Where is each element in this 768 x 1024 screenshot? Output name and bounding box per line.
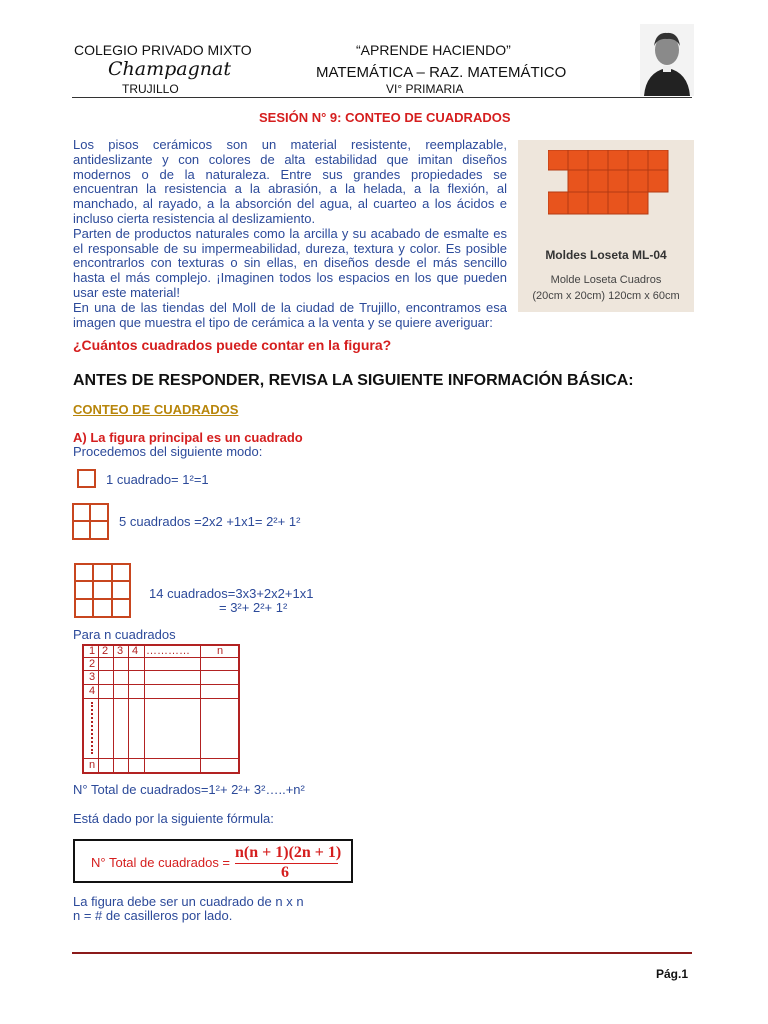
footer-line	[72, 952, 692, 954]
total-text: N° Total de cuadrados=1²+ 2²+ 3²…..+n²	[73, 782, 305, 797]
grid-1x1	[77, 469, 96, 488]
grade-label: VI° PRIMARIA	[386, 82, 464, 96]
grid-3x3-vline-1	[92, 563, 94, 618]
portrait-icon	[640, 24, 694, 96]
example-3-text-1: 14 cuadrados=3x3+2x2+1x1	[149, 586, 314, 601]
conclusion-line-2: n = # de casilleros por lado.	[73, 908, 233, 923]
n-table-top-label: 4	[132, 645, 139, 657]
product-image	[518, 140, 694, 312]
n-table-hline	[82, 758, 240, 759]
n-table-side-label: n	[89, 759, 96, 771]
n-table-side-label: 3	[89, 671, 96, 683]
procedure-text: Procedemos del siguiente modo:	[73, 444, 263, 459]
intro-text	[73, 138, 507, 330]
n-table-hline	[82, 698, 240, 699]
product-desc-1: Molde Loseta Cuadros	[550, 274, 662, 286]
example-2-text: 5 cuadrados =2x2 +1x1= 2²+ 1²	[119, 514, 301, 529]
product-title: Moldes Loseta ML-04	[545, 248, 667, 262]
grid-3x3-hline-1	[74, 580, 131, 582]
n-table-vline	[128, 644, 129, 774]
para-n-text: Para n cuadrados	[73, 627, 176, 642]
sub-heading-a: A) La figura principal es un cuadrado	[73, 430, 303, 445]
formula-intro: Está dado por la siguiente fórmula:	[73, 811, 274, 826]
formula-numerator: n(n + 1)(2n + 1)	[235, 844, 342, 861]
example-3-text-2: = 3²+ 2²+ 1²	[219, 600, 288, 615]
grid-2x2-hline	[72, 520, 109, 522]
conclusion-line-1: La figura debe ser un cuadrado de n x n	[73, 894, 304, 909]
n-table-top-label: 2	[102, 645, 109, 657]
n-table-top-label: 3	[117, 645, 124, 657]
tile-pattern	[548, 150, 672, 222]
n-table-vline	[113, 644, 114, 774]
n-table-vline	[144, 644, 145, 774]
school-label: COLEGIO PRIVADO MIXTO	[74, 42, 252, 58]
n-table-side-label: 4	[89, 685, 96, 697]
product-desc-2: (20cm x 20cm) 120cm x 60cm	[532, 290, 680, 302]
page-number: Pág.1	[656, 967, 689, 981]
session-title: SESIÓN N° 9: CONTEO DE CUADRADOS	[259, 110, 511, 125]
n-table-top-label: …………	[146, 645, 190, 657]
intro-paragraph-1: Los pisos cerámicos son un material resistente, reemplazable, antideslizante y con colores de alta estabilidad que imitan diseños modernos o de la naturaleza. Entre sus grandes propiedades se encuentran la resistencia a la abrasión, a la helada, a la flexión, al manchado, al rayado, a la absorción del agua, al cuarteo a los ácidos e incluso cierta resistencia al deslizamiento.	[73, 137, 507, 226]
intro-paragraph-2: Parten de productos naturales como la arcilla y su acabado de esmalte es el responsable de su impermeabilidad, dureza, textura y color. Es posible encontrarlos con texturas o sin ellas, en diseños desde el más sencillo hasta el más complejo. ¡Imaginen todos los espacios en los que pueden usar este material!	[73, 225, 507, 300]
formula-label: N° Total de cuadrados =	[91, 855, 234, 870]
header-underline	[72, 97, 692, 98]
n-table-hline	[82, 684, 240, 685]
n-table-hline	[82, 657, 240, 658]
grid-3x3-hline-2	[74, 598, 131, 600]
school-name: Champagnat	[108, 58, 231, 80]
example-1-text: 1 cuadrado= 1²=1	[106, 472, 209, 487]
n-table-vline	[98, 644, 99, 774]
question: ¿Cuántos cuadrados puede contar en la figura?	[73, 337, 392, 353]
grid-3x3	[74, 563, 131, 618]
formula-denominator: 6	[281, 864, 289, 881]
n-table	[82, 644, 240, 774]
n-table-hline	[82, 670, 240, 671]
n-table-top-label: n	[217, 645, 224, 657]
formula-box	[73, 839, 353, 883]
before-heading: ANTES DE RESPONDER, REVISA LA SIGUIENTE INFORMACIÓN BÁSICA:	[73, 372, 634, 389]
n-table-vertical-dots	[91, 702, 93, 754]
section-heading: CONTEO DE CUADRADOS	[73, 402, 239, 417]
motto: “APRENDE HACIENDO”	[356, 42, 511, 58]
city-label: TRUJILLO	[122, 82, 179, 96]
n-table-side-label: 2	[89, 658, 96, 670]
course-title: MATEMÁTICA – RAZ. MATEMÁTICO	[316, 64, 567, 81]
n-table-top-label: 1	[89, 645, 96, 657]
intro-paragraph-3: En una de las tiendas del Moll de la ciudad de Trujillo, encontramos esa imagen que muestra el tipo de cerámica a la venta y se quiere averiguar:	[73, 299, 507, 330]
grid-3x3-vline-2	[111, 563, 113, 618]
n-table-vline	[200, 644, 201, 774]
